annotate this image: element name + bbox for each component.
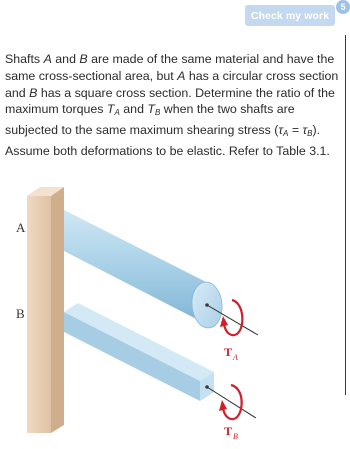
problem-statement: Shafts A and B are made of the same material and have the same cross-sectional area, but A has a circular cross section and B has a square cross section. Determine the ratio of the maximum torques $T_A$ and $T_B$ when the two shafts are subjected to the same maximum shearing stress $(\tau_A = \tau_B)$. Assume both deformations to be elastic. Refer to Table 3.1.: [5, 52, 339, 158]
check-my-work-button[interactable]: Check my work: [245, 5, 335, 26]
attempts-badge: 5: [336, 0, 350, 14]
label-a: A: [16, 220, 26, 235]
shaft-figure: [0, 168, 345, 444]
label-b: B: [16, 306, 25, 321]
torque-arrow-a-icon: [220, 300, 242, 335]
torque-label-a-sub: A: [233, 353, 238, 362]
torque-label-b: T: [224, 424, 233, 438]
wall-support: [27, 187, 64, 433]
torque-label-a: T: [224, 345, 233, 359]
torque-label-b-sub: B: [233, 432, 238, 441]
shaft-b-square-bar: [64, 303, 214, 401]
